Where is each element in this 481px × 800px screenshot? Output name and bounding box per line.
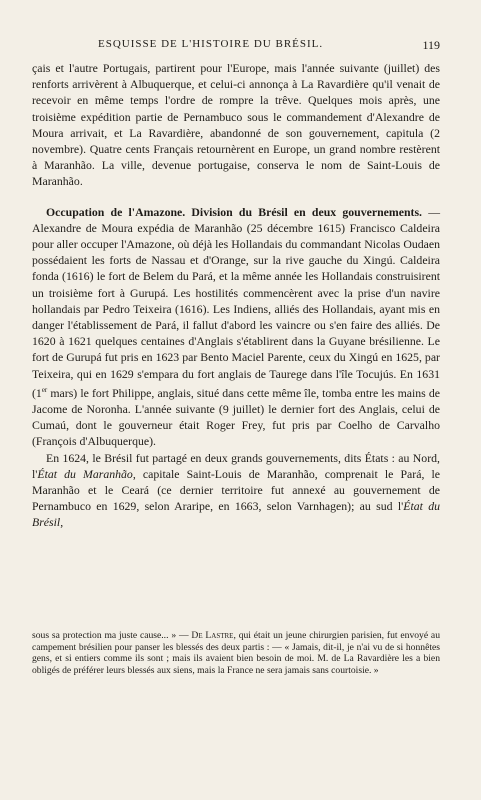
paragraph-division xyxy=(32,450,440,531)
section-text-continued: mars) le fort Philippe, anglais, situé dans cette même île, tomba entre les mains de Jacome de Noronha. L'année suivante (9 juillet) le dernier fort des Anglais, celui de Cumaú, dont le gouverneur était Roger Frey, fut pris par Coelho de Carvalho (François d'Albuquerque). xyxy=(32,385,440,449)
section-amazon xyxy=(32,204,440,450)
main-text xyxy=(32,60,440,531)
paragraph-division-end: , xyxy=(60,515,64,530)
footnote xyxy=(32,630,440,676)
page-number: 119 xyxy=(422,38,440,52)
footnote-text xyxy=(32,630,440,676)
paragraph-capitulation: çais et l'autre Portugais, partirent pour l'Europe, mais l'année suivante (juillet) des renforts arrivèrent à Albuquerque, et celui-ci annonça à La Ravardière qu'il venait de recevoir en même temps l'ordre de rompre la trêve. Quelques mois après, une troisième expédition partie de Pernambuco sous le commandement d'Alexandre de Moura arrivait, et La Ravardière, abandonné de son gouvernement, capitula (2 novembre). Quatre cents Français retournèrent en Europe, un grand nombre restèrent à Maranhão. La ville, devenue portugaise, conserva le nom de Saint-Louis de Maranhão. xyxy=(32,61,440,189)
footnote-author: De Lastre xyxy=(191,630,234,641)
running-title: ESQUISSE DE L'HISTOIRE DU BRÉSIL. xyxy=(98,38,324,50)
etat-bresil: État du Brésil xyxy=(32,499,441,530)
running-header xyxy=(40,38,440,54)
paragraph-division-start: En 1624, le Brésil fut partagé en deux grands gouvernements, dits États : au Nord, l' xyxy=(32,450,440,481)
footnote-part1: sous sa protection ma juste cause... » — xyxy=(32,630,192,641)
footnote-part2: , qui était un jeune chirurgien parisien, fut envoyé au campement brésilien pour panser les blessés des deux partis : — « Jamais, dit-il, je n'ai vu de si honnêtes gens, et si entiers comme ils sont ; mais ils avaient bien besoin de moi. M. de La Ravardière les a bien obligés de préférer leurs blessés aux siens, mais la France ne sera jamais sans courtoisie. » xyxy=(32,630,440,676)
paragraph-division-middle: , capitale Saint-Louis de Maranhão, comprenait le Pará, le Maranhão et le Ceará (ce dernier territoire fut annexé au gouvernement de Pernambuco en 1629, selon Araripe, en 1663, selon Varnhagen); au sud l' xyxy=(32,466,440,514)
superscript-er: er xyxy=(41,385,48,394)
section-text: — Alexandre de Moura expédia de Maranhão (25 décembre 1615) Francisco Caldeira pour aller occuper l'Amazone, où déjà les Hollandais du commandant Nicolas Oudaen possédaient les forts de Nassau et d'Orange, sur la rive gauche du Xingú. Caldeira fonda (1616) le fort de Belem du Pará, et la même année les Hollandais construisirent un troisième fort à Gurupá. Les hostilités commencèrent avec la prise d'un navire hollandais par Pedro Teixeira (1616). Les Indiens, alliés des Hollandais, ayant mis en danger l'établissement de Pará, il fallut d'abord les vaincre ou s'en faire des alliés. De 1620 à 1621 quelques centaines d'Anglais s'établirent dans la Guyane brésilienne. Le fort de Gurupá fut pris en 1623 par Bento Maciel Parente, ceux du Xingú en 1625, par Teixeira, qui en 1629 s'empara du fort anglais de Taurege dans l'île Tocujús. En 1631 (1 xyxy=(32,204,440,400)
etat-maranhao: État du Maranhão xyxy=(37,466,133,481)
section-heading: Occupation de l'Amazone. Division du Brésil en deux gouvernements. xyxy=(46,204,422,219)
